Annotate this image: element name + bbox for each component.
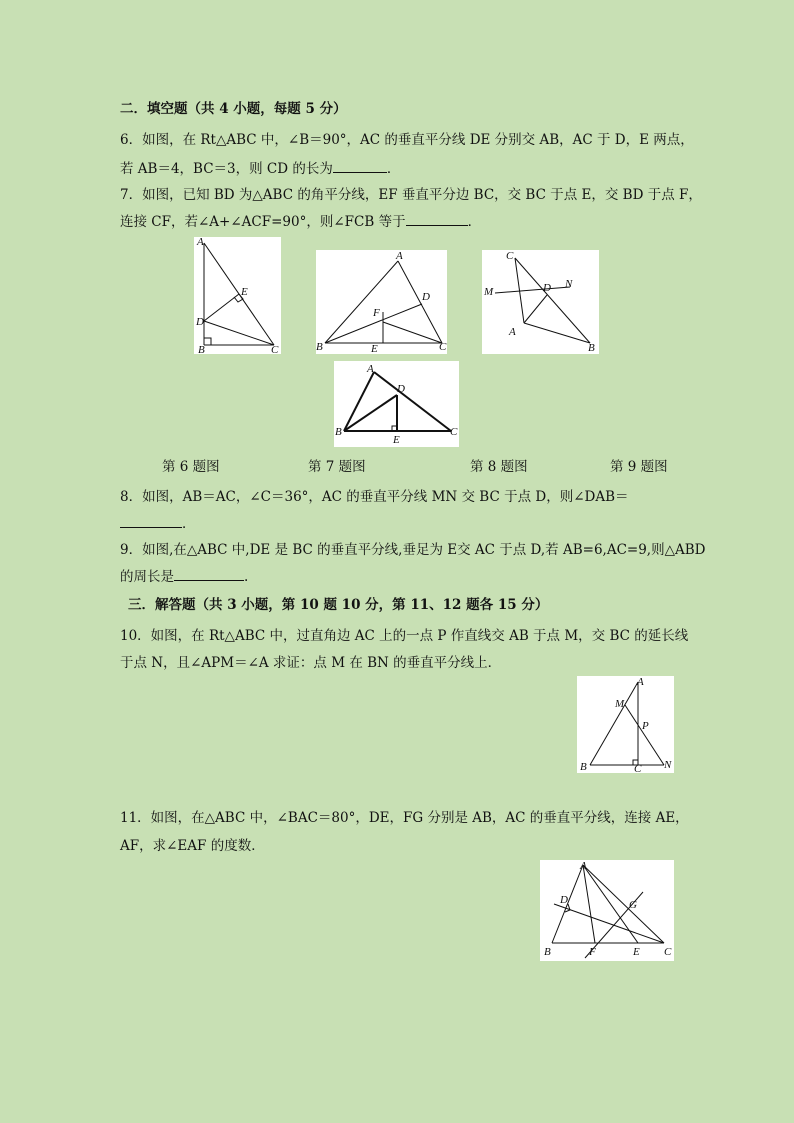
section3-title: 三．解答题（共 3 小题，第 10 题 10 分，第 11、12 题各 15 分） — [128, 597, 549, 613]
f8-label-n: N — [565, 278, 573, 290]
q9-line1: 9．如图,在△ABC 中,DE 是 BC 的垂直平分线,垂足为 E交 AC 于点 D,若 AB=6,AC=9,则△ABD — [120, 542, 706, 558]
q9-answer-blank[interactable] — [174, 580, 244, 581]
q9-line2-text: 的周长是 — [120, 569, 174, 585]
q6-line2-end: ． — [386, 161, 401, 177]
q7-line2-end: ． — [467, 214, 482, 230]
q9-line2 — [120, 565, 248, 585]
f7-label-e: E — [371, 343, 378, 354]
q11-line1: 11．如图，在△ABC 中，∠BAC＝80°，DE，FG 分别是 AB，AC 的垂直平分线，连接 AE， — [120, 810, 689, 826]
q6-line2 — [120, 157, 400, 177]
f11-label-g: G — [629, 899, 637, 911]
q7-line2-text: 连接 CF，若∠A+∠ACF=90°，则∠FCB 等于 — [120, 214, 406, 230]
f11-label-f: F — [589, 946, 596, 958]
f11-label-b: B — [544, 946, 551, 958]
f9-label-c: C — [450, 426, 458, 438]
q7-line2 — [120, 210, 481, 230]
f7-label-d: D — [422, 291, 430, 303]
figure-q7 — [316, 250, 447, 354]
f8-label-a: A — [509, 326, 516, 338]
f9-label-b: B — [335, 426, 342, 438]
f9-label-a: A — [367, 363, 374, 375]
f6-label-c: C — [271, 344, 279, 354]
f11-label-a: A — [580, 860, 587, 872]
q8-line1: 8．如图，AB＝AC，∠C＝36°，AC 的垂直平分线 MN 交 BC 于点 D，则∠DAB＝ — [120, 489, 629, 505]
q9-line2-end: . — [244, 569, 249, 585]
q8-line2-end: ． — [182, 516, 196, 532]
figure-q10 — [577, 676, 674, 773]
f8-label-d: D — [543, 282, 551, 294]
f10-label-a: A — [637, 676, 644, 688]
f10-label-b: B — [580, 761, 587, 773]
q7-line1: 7．如图，已知 BD 为△ABC 的角平分线，EF 垂直平分边 BC，交 BC 于点 E，交 BD 于点 F， — [120, 187, 702, 203]
q8-answer-blank[interactable] — [120, 527, 182, 528]
f7-label-b: B — [316, 341, 323, 353]
q6-line2-text: 若 AB＝4，BC＝3，则 CD 的长为 — [120, 161, 333, 177]
f9-label-e: E — [393, 434, 400, 446]
f7-label-f: F — [373, 307, 380, 319]
f11-label-e: E — [633, 946, 640, 958]
figure-q9 — [334, 361, 459, 447]
caption-fig7: 第 7 题图 — [308, 459, 366, 475]
f11-label-c: C — [664, 946, 672, 958]
section2-title: 二．填空题（共 4 小题，每题 5 分） — [120, 101, 347, 117]
figure-q6 — [194, 237, 281, 354]
f10-label-p: P — [642, 720, 649, 732]
f10-label-n: N — [664, 759, 672, 771]
f7-label-c: C — [439, 341, 447, 353]
f11-label-d: D — [560, 894, 568, 906]
f6-label-d: D — [196, 316, 204, 328]
f7-label-a: A — [396, 250, 403, 262]
q10-line1: 10．如图，在 Rt△ABC 中，过直角边 AC 上的一点 P 作直线交 AB 于点 M，交 BC 的延长线 — [120, 628, 689, 644]
q6-answer-blank[interactable] — [333, 172, 387, 173]
f10-label-m: M — [615, 698, 625, 710]
caption-fig6: 第 6 题图 — [162, 459, 220, 475]
caption-fig8: 第 8 题图 — [470, 459, 528, 475]
f6-label-b: B — [198, 344, 205, 354]
q7-answer-blank[interactable] — [406, 225, 468, 226]
q10-line2: 于点 N，且∠APM＝∠A 求证：点 M 在 BN 的垂直平分线上． — [120, 655, 502, 671]
f10-label-c: C — [634, 763, 642, 773]
f9-label-d: D — [397, 383, 405, 395]
q6-line1: 6．如图，在 Rt△ABC 中，∠B＝90°，AC 的垂直平分线 DE 分别交 AB，AC 于 D，E 两点， — [120, 132, 694, 148]
q11-line2: AF，求∠EAF 的度数． — [120, 838, 265, 854]
f6-label-e: E — [241, 286, 248, 298]
figure-q11 — [540, 860, 674, 961]
f8-label-b: B — [588, 342, 595, 354]
f8-label-m: M — [484, 286, 494, 298]
f6-label-a: A — [197, 237, 204, 248]
f8-label-c: C — [506, 250, 514, 262]
caption-fig9: 第 9 题图 — [610, 459, 668, 475]
figure-q8 — [482, 250, 599, 354]
q8-line2 — [120, 512, 196, 532]
